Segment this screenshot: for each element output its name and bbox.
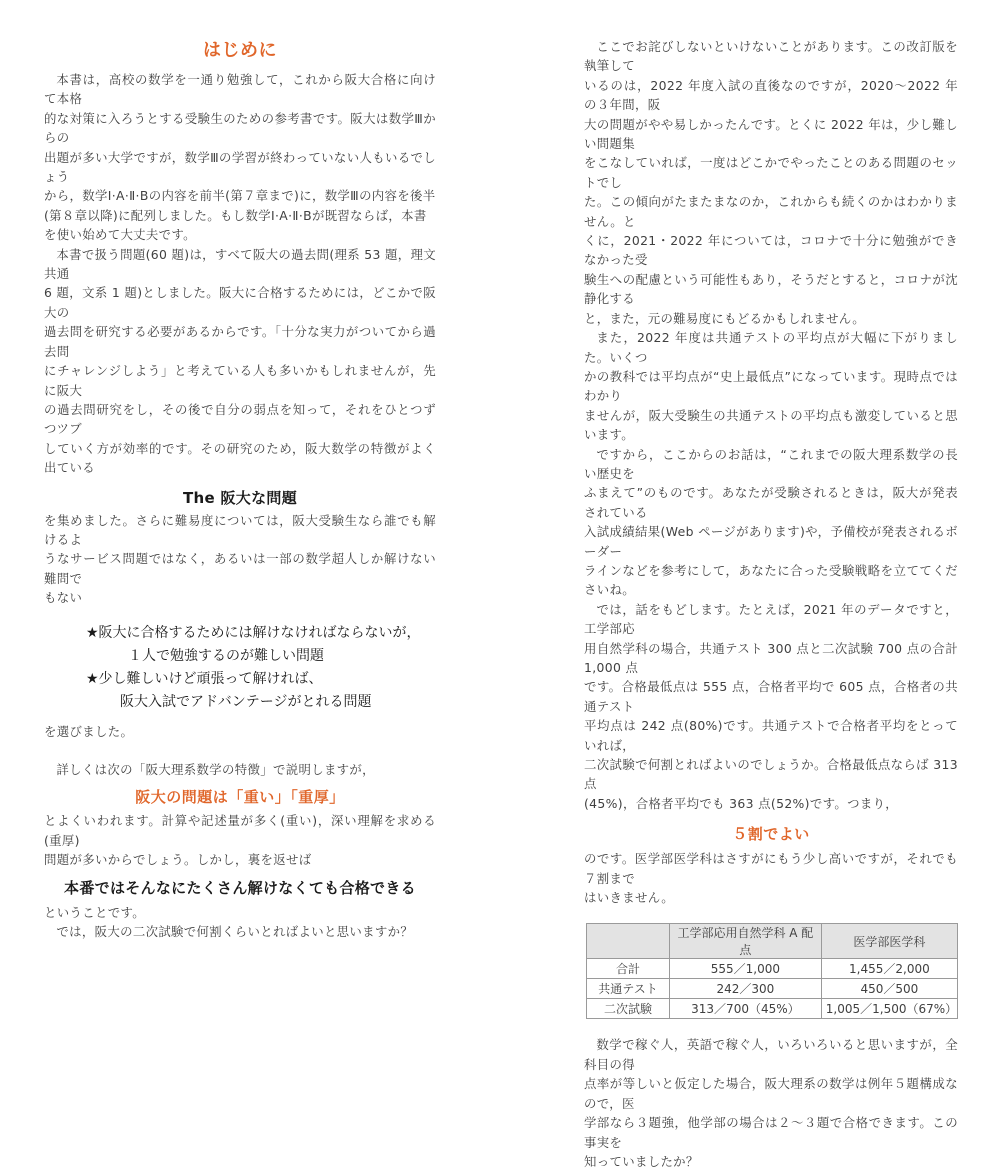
- text-line: 用自然学科の場合，共通テスト 300 点と二次試験 700 点の合計 1,000 点: [584, 640, 958, 675]
- criteria-item-continuation: 阪大入試でアドバンテージがとれる問題: [120, 693, 372, 710]
- row-header-total: 合計: [587, 959, 670, 979]
- text-line: 出題が多い大学ですが，数学Ⅲの学習が終わっていない人もいるでしょう: [44, 149, 436, 185]
- text-line: ませんが，阪大受験生の共通テストの平均点も激変していると思います。: [584, 407, 958, 443]
- text-line: ラインなどを参考にして，あなたに合った受験戦略を立ててくださいね。: [584, 562, 958, 598]
- text-line: を使い始めて大丈夫です。: [44, 227, 196, 243]
- body-paragraph-3: [584, 445, 958, 600]
- text-line: していく方が効率的です。その研究のため，阪大数学の特徴がよく出ている: [44, 440, 436, 476]
- table-cell: 1,455／2,000: [821, 959, 957, 979]
- text-line: ふまえて”のものです。あなたが受験されるときは，阪大が発表されている: [584, 485, 958, 520]
- text-line: 的な対策に入ろうとする受験生のための参考書です。阪大は数学Ⅲからの: [44, 110, 436, 146]
- body-paragraph-2: [584, 328, 958, 444]
- text-line: を選びました。: [44, 723, 134, 739]
- table-row: [587, 979, 958, 999]
- table-cell: 450／500: [821, 979, 957, 999]
- column-header-engineering: 工学部応用自然学科 A 配点: [670, 924, 822, 959]
- table-corner-cell: [587, 924, 670, 959]
- body-paragraph-5: [584, 849, 958, 907]
- text-line: ということです。: [44, 904, 145, 920]
- text-line: から，数学Ⅰ·A·Ⅱ·Bの内容を前半(第７章まで)に，数学Ⅲの内容を後半: [44, 188, 436, 204]
- text-line: 入試成績結果(Web ページがあります)や，予備校が発表されるボーダー: [584, 524, 958, 559]
- text-line: くに，2021・2022 年については，コロナで十分に勉強ができなかった受: [584, 233, 958, 268]
- score-table: [586, 923, 958, 1019]
- heading-the-handai-problems: The 阪大な問題: [182, 488, 297, 507]
- criteria-item-continuation: １人で勉強するのが難しい問題: [128, 647, 324, 664]
- right-page: [584, 0, 958, 1169]
- column-header-medicine: 医学部医学科: [821, 924, 957, 959]
- text-line: とよくいわれます。計算や記述量が多く(重い)，深い理解を求める(重厚): [44, 813, 436, 848]
- text-line: ですから，ここからのお話は，“これまでの阪大理系数学の長い歴史を: [584, 446, 958, 481]
- text-line: のです。医学部医学科はさすがにもう少し高いですが，それでも７割まで: [584, 851, 958, 886]
- table-cell: 555／1,000: [670, 959, 822, 979]
- text-line: また，2022 年度は共通テストの平均点が大幅に下がりました。いくつ: [584, 330, 958, 365]
- table-cell: 313／700（45%）: [670, 999, 822, 1019]
- row-header-common-test: 共通テスト: [587, 979, 670, 999]
- text-line: 本書は，高校の数学を一通り勉強して，これから阪大合格に向けて本格: [44, 72, 436, 107]
- text-line: いるのは，2022 年度入試の直後なのですが，2020〜2022 年の３年間，阪: [584, 77, 958, 113]
- heading-pass-without-solving-all: 本番ではそんなにたくさん解けなくても合格できる: [64, 878, 416, 897]
- text-line: の過去問研究をし，その後で自分の弱点を知って，それをひとつずつツブ: [44, 401, 436, 437]
- table-cell: 1,005／1,500（67%）: [821, 999, 957, 1019]
- text-line: (第８章以降)に配列しました。もし数学Ⅰ·A·Ⅱ·Bが既習ならば，本書: [44, 207, 427, 223]
- text-line: 問題が多いからでしょう。しかし，裏を返せば: [44, 852, 312, 868]
- row-header-second-exam: 二次試験: [587, 999, 670, 1019]
- text-line: ここでお詫びしないといけないことがあります。この改訂版を執筆して: [584, 39, 958, 74]
- text-line: 知っていましたか？: [584, 1153, 699, 1169]
- text-line: です。合格最低点は 555 点，合格者平均で 605 点，合格者の共通テスト: [584, 679, 958, 714]
- body-paragraph-6: [584, 1035, 958, 1171]
- text-line: 学部なら３題強，他学部の場合は２〜３題で合格できます。この事実を: [584, 1115, 958, 1150]
- text-line: 詳しくは次の「阪大理系数学の特徴」で説明しますが，: [56, 761, 375, 777]
- text-line: では，阪大の二次試験で何割くらいとればよいと思いますか？: [56, 924, 414, 939]
- left-page: [44, 0, 437, 939]
- table-header-row: [587, 924, 958, 959]
- intro-paragraph-1: [44, 70, 436, 245]
- text-line: (45%)，合格者平均でも 363 点(52%)です。つまり，: [584, 795, 899, 811]
- intro-paragraph-2: [44, 245, 436, 478]
- text-line: を集めました。さらに難易度については，阪大受験生なら誰でも解けるよ: [44, 512, 436, 547]
- text-line: うなサービス問題ではなく，あるいは一部の数学超人しか解けない難問で: [44, 551, 436, 586]
- text-line: 6 題，文系 1 題)としました。阪大に合格するためには，どこかで阪大の: [44, 285, 436, 320]
- intro-paragraph-3: [44, 511, 436, 608]
- body-paragraph-4: [584, 600, 958, 813]
- criteria-item: ★阪大に合格するためには解けなければならないが，: [86, 624, 421, 641]
- criteria-item: ★少し難しいけど頑張って解ければ、: [86, 670, 323, 687]
- text-line: では，話をもどします。たとえば，2021 年のデータですと，工学部応: [584, 601, 958, 637]
- text-line: 数学で稼ぐ人，英語で稼ぐ人，いろいろいると思いますが，全科目の得: [584, 1037, 958, 1072]
- table-row: [587, 999, 958, 1019]
- text-line: はいきません。: [584, 890, 674, 906]
- text-line: 大の問題がやや易しかったんです。とくに 2022 年は，少し難しい問題集: [584, 116, 958, 152]
- text-line: 本書で扱う問題(60 題)は，すべて阪大の過去問(理系 53 題，理文共通: [44, 246, 437, 282]
- text-line: 平均点は 242 点(80%)です。共通テストで合格者平均をとっていれば，: [584, 718, 958, 753]
- intro-paragraph-6: [44, 811, 436, 869]
- text-line: と，また，元の難易度にもどるかもしれません。: [584, 310, 866, 326]
- table-cell: 242／300: [670, 979, 822, 999]
- page-title: はじめに: [203, 40, 277, 61]
- heading-fifty-percent: ５割でよい: [732, 825, 810, 844]
- text-line: もない: [44, 590, 83, 606]
- text-line: 二次試験で何割とればよいのでしょうか。合格最低点ならば 313 点: [584, 757, 958, 792]
- text-line: 点率が等しいと仮定した場合，阪大理系の数学は例年５題構成なので，医: [584, 1076, 958, 1111]
- criteria-list: [44, 622, 436, 714]
- table-row: [587, 959, 958, 979]
- text-line: をこなしていれば，一度はどこかでやったことのある問題のセットでし: [584, 155, 958, 190]
- text-line: かの教科では平均点が“史上最低点”になっています。現時点ではわかり: [584, 368, 958, 404]
- text-line: 過去問を研究する必要があるからです。「十分な実力がついてから過去問: [44, 324, 436, 359]
- heading-heavy-problems: 阪大の問題は「重い」「重厚」: [135, 788, 345, 807]
- text-line: た。この傾向がたまたまなのか，これからも続くのかはわかりません。と: [584, 194, 958, 229]
- text-line: にチャレンジしよう」と考えている人も多いかもしれませんが，先に阪大: [44, 363, 436, 398]
- text-line: 験生への配慮という可能性もあり，そうだとすると，コロナが沈静化する: [584, 271, 958, 307]
- body-paragraph-1: [584, 37, 958, 328]
